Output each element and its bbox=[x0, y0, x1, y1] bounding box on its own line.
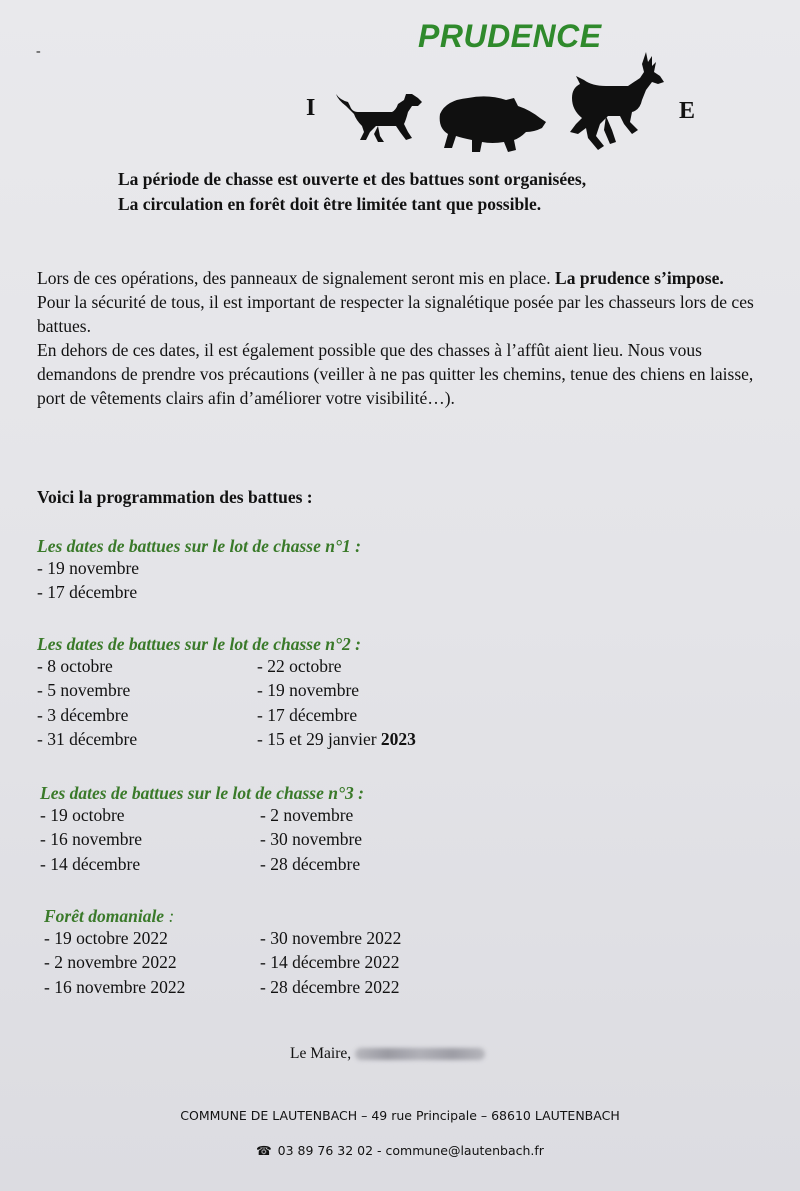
mayor-label: Le Maire, bbox=[290, 1045, 352, 1062]
date-right: - 30 novembre 2022 bbox=[260, 928, 402, 948]
date-right: - 19 novembre bbox=[257, 680, 360, 701]
date-left: - 2 novembre 2022 bbox=[44, 952, 177, 973]
table-row bbox=[44, 952, 400, 976]
table-row bbox=[37, 705, 361, 729]
date-left: - 19 octobre bbox=[40, 805, 125, 825]
body-text bbox=[37, 266, 777, 410]
date-left: - 17 décembre bbox=[37, 582, 138, 603]
signature-line bbox=[290, 1045, 485, 1063]
lot-3-section bbox=[40, 781, 364, 878]
footer-contact-line bbox=[0, 1143, 800, 1158]
footer-contact: 03 89 76 32 02 - commune@lautenbach.fr bbox=[277, 1143, 544, 1158]
lot-1-section bbox=[37, 534, 361, 607]
redacted-name bbox=[355, 1048, 485, 1060]
paragraph-1 bbox=[37, 266, 777, 290]
date-right-text: - 15 et 29 janvier bbox=[257, 728, 381, 749]
warning-box bbox=[118, 167, 718, 217]
deer-icon bbox=[566, 50, 666, 156]
domaniale-title bbox=[44, 904, 174, 928]
table-row bbox=[37, 680, 361, 704]
date-left: - 19 octobre 2022 bbox=[44, 928, 168, 948]
date-left: - 8 octobre bbox=[37, 656, 113, 676]
telephone-icon: ☎ bbox=[256, 1143, 272, 1158]
paragraph-1-text: Lors de ces opérations, des panneaux de signalement seront mis en place. bbox=[37, 268, 556, 288]
programme-title: Voici la programmation des battues : bbox=[37, 487, 313, 507]
date-right: - 30 novembre bbox=[260, 829, 363, 850]
date-right: - 17 décembre bbox=[257, 704, 358, 725]
letter-i: I bbox=[306, 95, 316, 121]
domaniale-title-colon: : bbox=[164, 906, 175, 926]
date-right: - 2 novembre bbox=[260, 805, 354, 825]
paragraph-2: Pour la sécurité de tous, il est important de respecter la signalétique posée par les chasseurs lors de ces battues. bbox=[37, 292, 754, 336]
date-right bbox=[257, 729, 416, 750]
date-right: - 22 octobre bbox=[257, 656, 342, 676]
domaniale-title-bold: Forêt domaniale bbox=[44, 906, 165, 926]
footer-address: COMMUNE DE LAUTENBACH – 49 rue Principale – 68610 LAUTENBACH bbox=[180, 1108, 620, 1123]
date-left: - 19 novembre bbox=[37, 558, 140, 578]
date-left: - 5 novembre bbox=[37, 680, 131, 701]
date-right: - 28 décembre bbox=[260, 853, 361, 874]
table-row bbox=[37, 582, 361, 606]
date-right: - 28 décembre 2022 bbox=[260, 976, 400, 997]
table-row bbox=[40, 805, 364, 829]
table-row bbox=[37, 728, 416, 753]
boar-icon bbox=[436, 92, 548, 154]
date-right: - 14 décembre 2022 bbox=[260, 952, 400, 973]
lot-1-title: Les dates de battues sur le lot de chasse n°1 : bbox=[37, 536, 361, 556]
date-left: - 31 décembre bbox=[37, 728, 138, 749]
date-left: - 14 décembre bbox=[40, 853, 141, 874]
date-left: - 16 novembre 2022 bbox=[44, 976, 186, 997]
table-row bbox=[40, 854, 364, 878]
lot-2-title: Les dates de battues sur le lot de chasse n°2 : bbox=[37, 634, 361, 654]
page-title: PRUDENCE bbox=[418, 18, 602, 54]
paragraph-3: En dehors de ces dates, il est également possible que des chasses à l’affût aient lieu. Nous vous demandons de prendre vos précautions (veiller à ne pas quitter les chemins, tenue des chiens en laisse, port de vêtements clairs afin d’améliorer votre visibilité…). bbox=[37, 340, 754, 408]
letter-e: E bbox=[679, 98, 696, 124]
table-row bbox=[40, 829, 364, 853]
warning-line-2: La circulation en forêt doit être limitée tant que possible. bbox=[118, 194, 542, 214]
table-row bbox=[44, 928, 402, 952]
table-row bbox=[44, 976, 400, 1001]
lot-2-section bbox=[37, 632, 416, 753]
domaniale-section bbox=[44, 904, 402, 1001]
dog-icon bbox=[334, 88, 426, 144]
warning-line-1: La période de chasse est ouverte et des battues sont organisées, bbox=[118, 169, 587, 189]
table-row bbox=[37, 558, 361, 582]
stray-dash: - bbox=[36, 44, 41, 59]
lot-3-title: Les dates de battues sur le lot de chasse n°3 : bbox=[40, 783, 364, 803]
date-right-year: 2023 bbox=[380, 728, 416, 749]
date-left: - 16 novembre bbox=[40, 829, 143, 850]
date-left: - 3 décembre bbox=[37, 704, 129, 725]
table-row bbox=[37, 656, 361, 680]
paragraph-1-emphasis: La prudence s’impose. bbox=[555, 268, 724, 288]
